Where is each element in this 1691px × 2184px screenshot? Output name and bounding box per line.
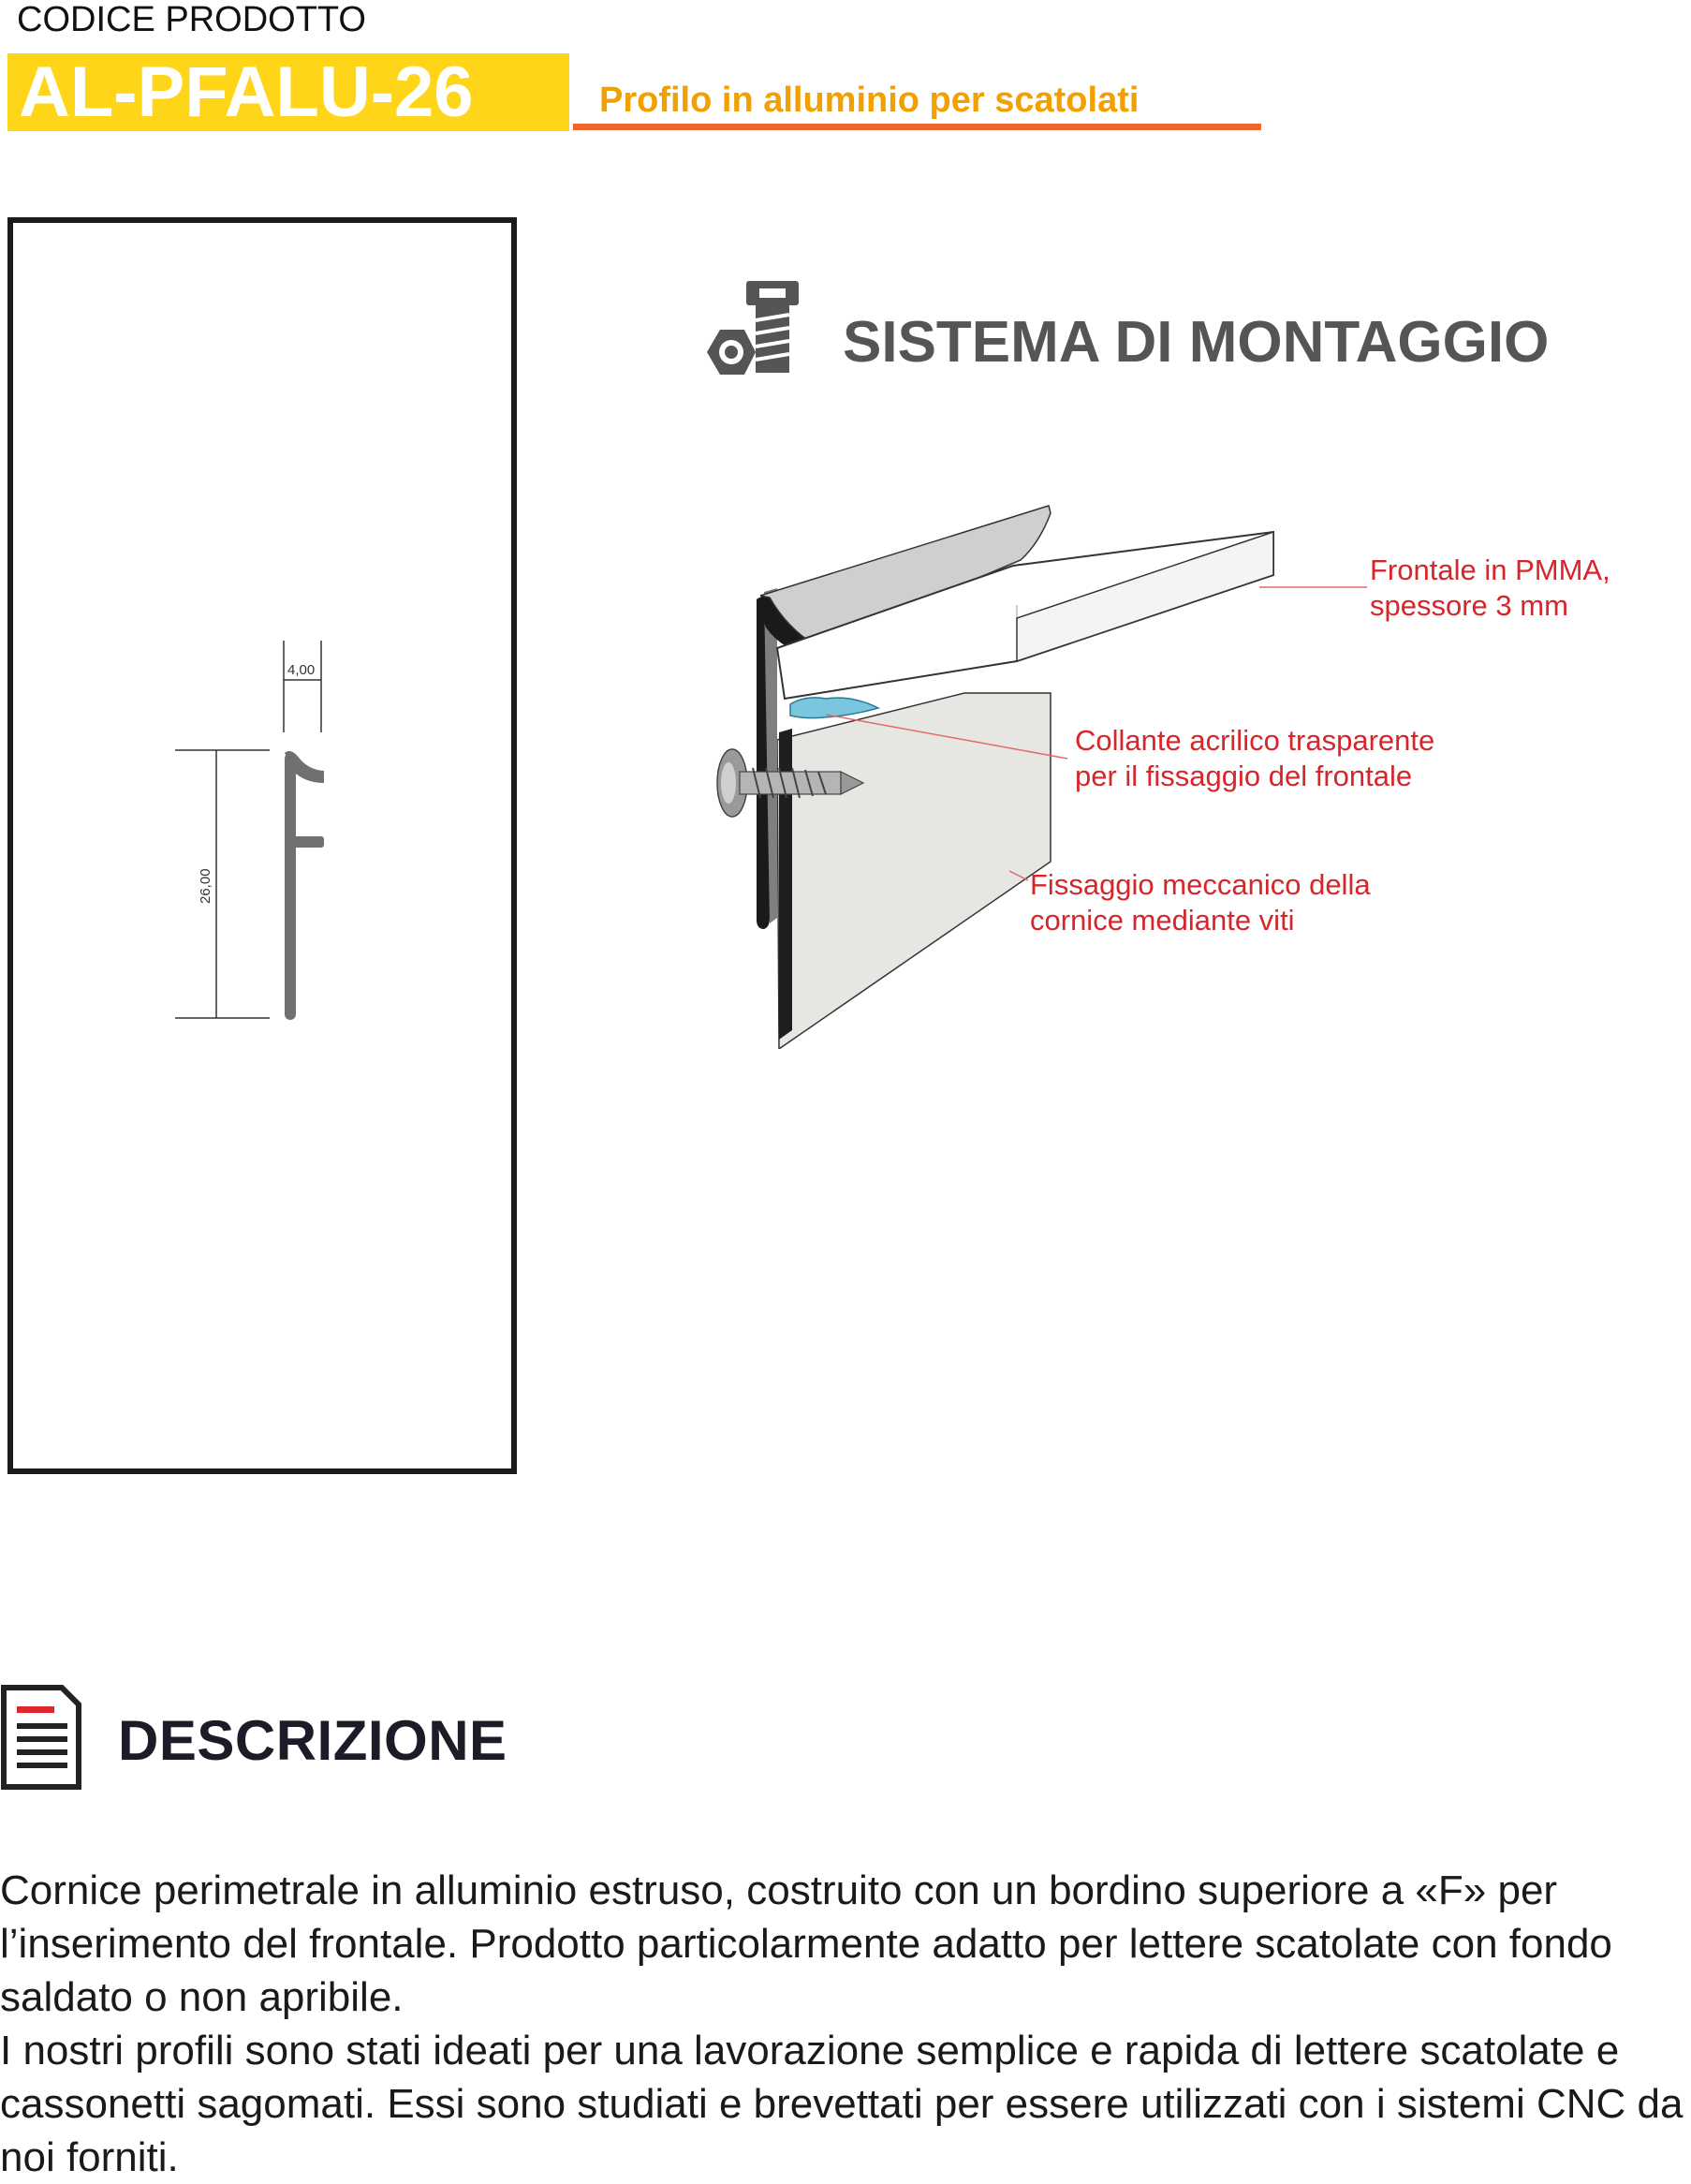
bolt-nut-icon (698, 279, 810, 382)
description-body (0, 1864, 1691, 2184)
callout-screws (1030, 867, 1371, 938)
acrylic-glue (790, 698, 878, 718)
callout-front-panel (1370, 553, 1610, 624)
document-icon (0, 1684, 84, 1791)
mounting-title: SISTEMA DI MONTAGGIO (843, 310, 1550, 375)
callout-screws-line1: Fissaggio meccanico della (1030, 868, 1371, 901)
product-subtitle: Profilo in alluminio per scatolati (599, 81, 1140, 120)
product-code: AL-PFALU-26 (19, 52, 474, 132)
callout-adhesive-line1: Collante acrilico trasparente (1075, 724, 1435, 757)
profile-section-drawing (150, 627, 356, 1030)
profile-fin (290, 836, 324, 848)
profile-web (285, 753, 296, 1020)
description-paragraph-1: Cornice perimetrale in alluminio estruso, costruito con un bordino superiore a «F» per l’inserimento del frontale. Prodotto particolarmente adatto per lettere scatolate con fondo saldato o non apribile. (0, 1867, 1612, 2020)
callout-screws-line2: cornice mediante viti (1030, 904, 1295, 937)
description-title: DESCRIZIONE (118, 1709, 507, 1772)
code-label: CODICE PRODOTTO (17, 0, 366, 39)
description-paragraph-2: I nostri profili sono stati ideati per una lavorazione semplice e rapida di lettere scatolate e cassonetti sagomati. Essi sono studiati e brevettati per essere utilizzati con i sistemi CNC da noi forniti. (0, 2028, 1684, 2180)
subtitle-underline (573, 124, 1261, 130)
callout-adhesive-line2: per il fissaggio del frontale (1075, 760, 1413, 792)
callout-adhesive (1075, 723, 1434, 794)
height-dimension-label: 26,00 (198, 868, 213, 904)
width-dimension-label: 4,00 (287, 662, 316, 678)
callout-front-panel-line2: spessore 3 mm (1370, 589, 1568, 622)
callout-front-panel-line1: Frontale in PMMA, (1370, 553, 1610, 586)
